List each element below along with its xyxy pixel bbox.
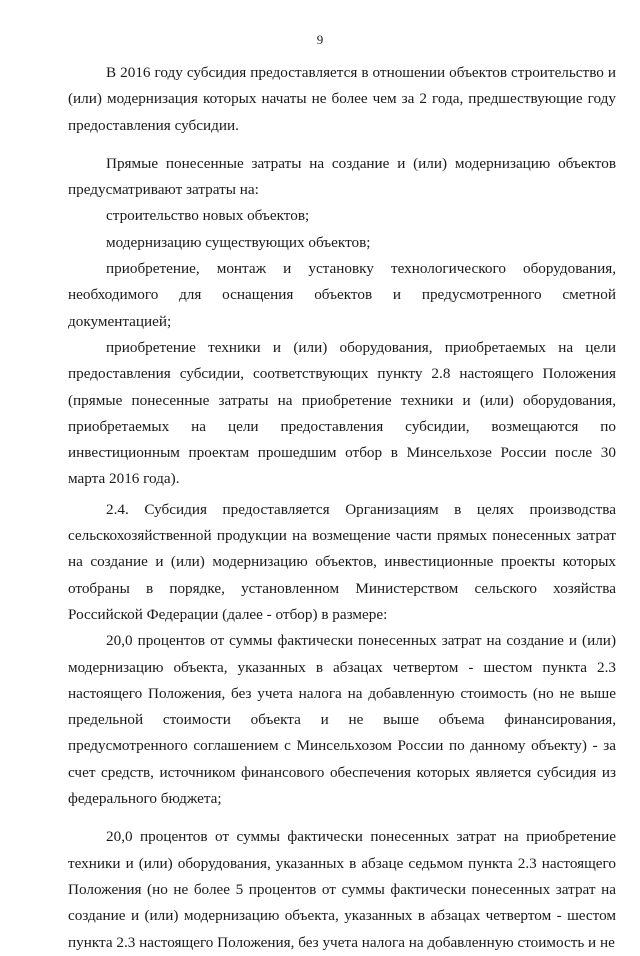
page-number: 9: [316, 32, 324, 47]
section-2-4-paragraph: 2.4. Субсидия предоставляется Организациям в целях производства сельскохозяйственной продукции на возмещение части прямых понесенных затрат на создание и (или) модернизацию объектов, инвестиционные проекты которых отобраны в порядке, установленном Министерством сельского хозяйства Российской Федерации (далее - отбор) в размере:: [68, 500, 616, 623]
list-item-modernization: модернизацию существующих объектов;: [106, 233, 371, 251]
paragraph-subsidy-2016: В 2016 году субсидия предоставляется в отношении объектов строительство и (или) модернизация которых начаты не более чем за 2 года, предшествующие году предоставления субсидии.: [68, 64, 616, 134]
list-item-new-construction: строительство новых объектов;: [106, 207, 310, 225]
paragraph-direct-costs-intro: Прямые понесенные затраты на создание и (или) модернизацию объектов предусматривают затраты на:: [68, 154, 616, 199]
paragraph-20-percent-construction: 20,0 процентов от суммы фактически понесенных затрат на создание и (или) модернизацию объекта, указанных в абзацах четвертом - шестом пункта 2.3 настоящего Положения, без учета налога на добавленную стоимость (но не выше предельной стоимости объекта и не выше объема финансирования, предусмотренного соглашением с Минсельхозом России по данному объекту) - за счет средств, источником финансового обеспечения которых является субсидия из федерального бюджета;: [68, 632, 616, 808]
document-body: [68, 60, 616, 956]
list-item-equipment-purchase: приобретение техники и (или) оборудования, приобретаемых на цели предоставления субсидии, соответствующих пункту 2.8 настоящего Положения (прямые понесенные затраты на приобретение техники и (или) оборудования, приобретаемых на цели предоставления субсидии, возмещаются по инвестиционным проектам прошедшим отбор в Минсельхозе России после 30 марта 2016 года).: [68, 338, 616, 488]
list-item-equipment-installation: приобретение, монтаж и установку технологического оборудования, необходимого для оснащения объектов и предусмотренного сметной документацией;: [68, 260, 616, 330]
paragraph-20-percent-equipment: 20,0 процентов от суммы фактически понесенных затрат на приобретение техники и (или) оборудования, указанных в абзаце седьмом пункта 2.3 настоящего Положения (но не более 5 процентов от суммы фактически понесенных затрат на создание и (или) модернизацию объекта, указанных в абзацах четвертом - шестом пункта 2.3 настоящего Положения, без учета налога на добавленную стоимость и не: [68, 828, 616, 951]
